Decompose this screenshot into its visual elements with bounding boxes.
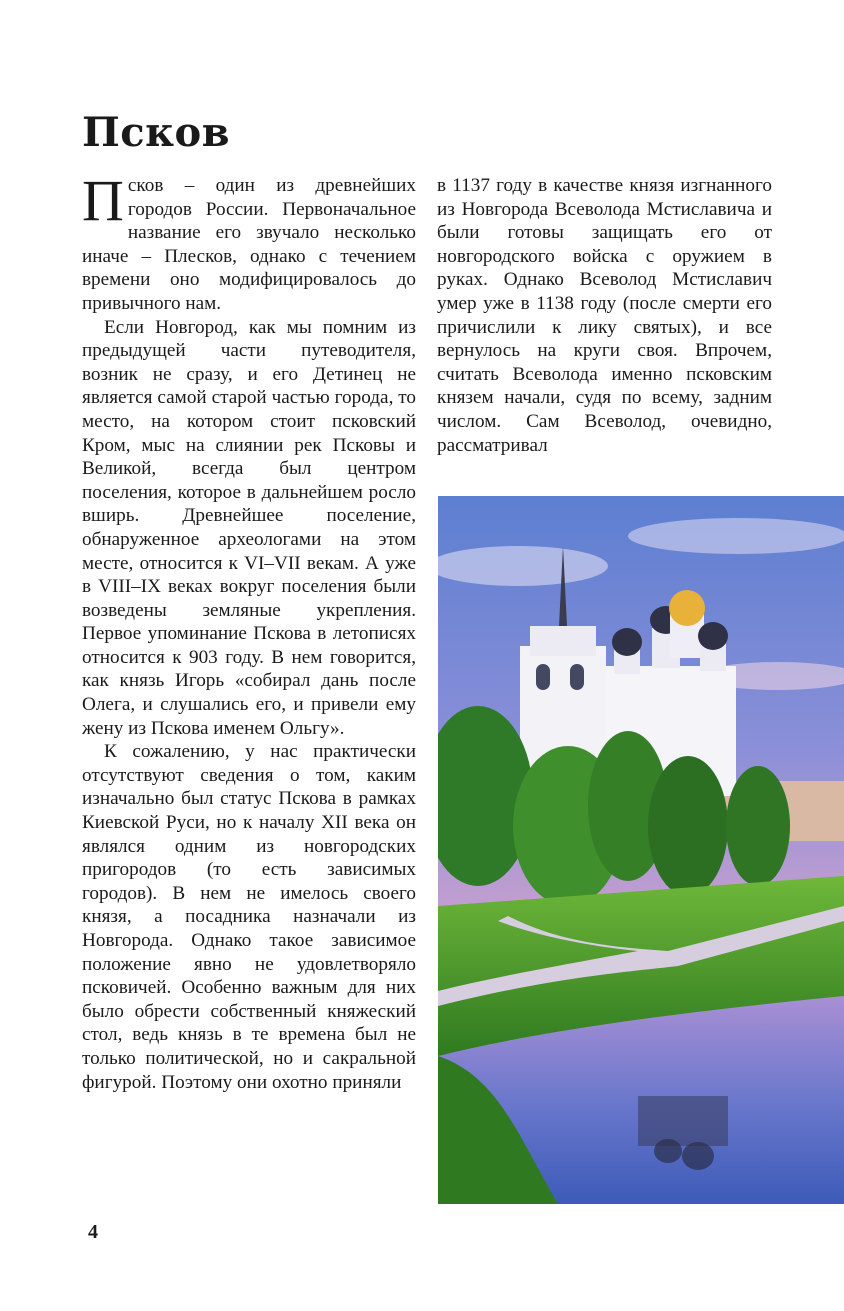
body-paragraph: К сожалению, у нас практически отсутствуют сведения о том, каким изначально был статус Пскова в рамках Киевской Руси, но к началу XII века он являлся одним из новгородских пригородов (то есть зависимых городов). В нем не имелось своего князя, а посадника назначали из Новгорода. Однако такое зависимое положение явно не удовлетворяло псковичей. Особенно важным для них было обрести собственный княжеский стол, ведь князь в те времена был не только политической, но и сакральной фигурой. Поэтому они охотно приняли (82, 741, 416, 1093)
pskov-kremlin-photo (438, 496, 844, 1204)
body-paragraph: Если Новгород, как мы помним из предыдущей части путеводителя, возник не сразу, и его Детинец не является самой старой частью города, то место, на котором стоит псковский Кром, мыс на слиянии рек Псковы и Великой, всегда был центром поселения, которое в дальнейшем росло вширь. Древнейшее поселение, обнаруженное археологами на этом месте, относится к VI–VII векам. А уже в VIII–IX веках вокруг поселения были возведены земляные укрепления. Первое упоминание Пскова в летописях относится к 903 году. В нем говорится, как князь Игорь «собирал дань после Олега, и слушались его, и привели ему жену из Пскова именем Ольгу». (82, 316, 416, 739)
drop-cap: П (82, 168, 124, 233)
first-paragraph-text: сков – один из древнейших городов России. Первоначальное название его звучало несколько иначе – Плесков, однако с течением времени оно модифицировалось до привычного нам. (82, 175, 416, 314)
first-paragraph (82, 168, 416, 316)
continuation-paragraph: в 1137 году в качестве князя изгнанного из Новгорода Всеволода Мстиславича и были готовы защищать его от новгородского войска с оружием в руках. Однако Всеволод Мстиславич умер уже в 1138 году (после смерти его причислили к лику святых), и все вернулось на круги своя. Впрочем, считать Всеволода именно псковским князем начали, судя по всему, задним числом. Сам Всеволод, очевидно, рассматривал (437, 175, 772, 456)
left-text-column (82, 168, 416, 1094)
right-text-column (437, 174, 772, 457)
page-number: 4 (88, 1221, 98, 1243)
page-title: Псков (82, 109, 230, 156)
